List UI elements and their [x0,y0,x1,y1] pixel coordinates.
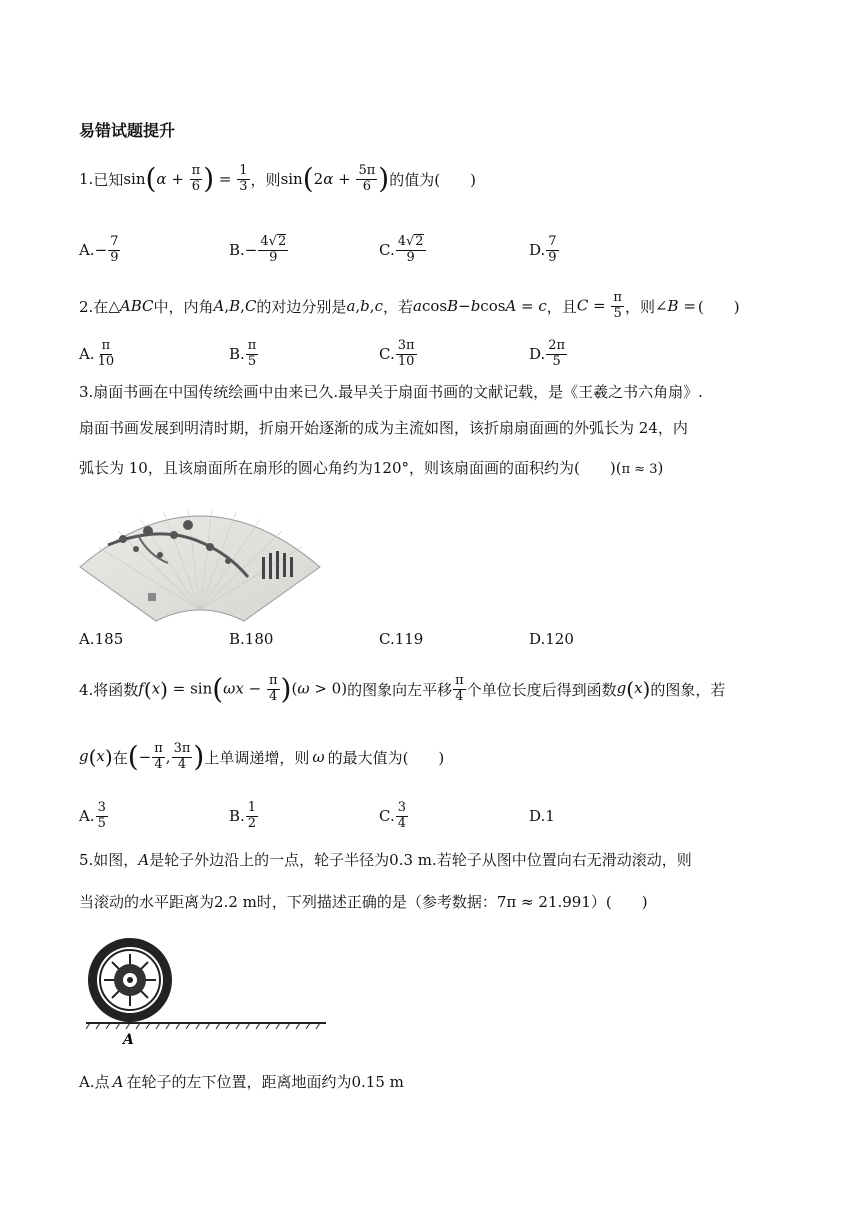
q4-line-1: 4.将函数 f(x) = sin(ωx − $\frac{\pi}{4}$ )(ω > 0) 的图象向左平移 $\frac{\pi}{4}$ 个单位长度后得到函数 g(x) 的图象，若 [79,672,726,705]
q1-option-c: C. $\frac{4√2}{9}$ [379,234,424,265]
q2-option-c: C. $\frac{3\pi}{10}$ [379,337,415,369]
q3-line-3: 弧长为 10，且该扇面所在扇形的圆心角约为120°，则该扇面画的面积约为( )(π ≈ 3) [79,459,664,477]
q1-then: ，则 [250,170,281,189]
q4-option-c: C. $\frac{3}{4}$ [379,799,406,831]
q1-ask: 的值为( ) [389,170,476,189]
question-1: 1. 已知 sin ( α + $\frac{\pi}{6}$ ) = $\frac{1}{3}$ ，则 sin ( 2 α + $\frac{5\pi}{6}$ ) 的值为( ) [79,162,476,195]
q4-option-d: D.1 [529,807,555,825]
q2-option-b: B. $\frac{\pi}{5}$ [229,337,257,369]
q5-line-2: 当滚动的水平距离为2.2 m时，下列描述正确的是（参考数据：7π ≈ 21.991）( ) [79,893,648,911]
q1-number: 1. [79,170,94,188]
q2-option-a: A. $\frac{\pi}{10}$ [79,337,115,369]
q3-line-2: 扇面书画发展到明清时期，折扇开始逐渐的成为主流如图，该折扇扇面画的外弧长为 24，内 [79,419,688,437]
q5-line-1: 5.如图，A是轮子外边沿上的一点，轮子半径为0.3 m.若轮子从图中位置向右无滑动滚动，则 [79,851,692,869]
q3-line-1: 3.扇面书画在中国传统绘画中由来已久.最早关于扇面书画的文献记载，是《王羲之书六角扇》. [79,383,703,401]
wheel-diagram [86,936,330,1046]
section-title: 易错试题提升 [79,121,176,140]
q3-option-a: A.185 [79,630,124,648]
q5-option-a: A.点 A 在轮子的左下位置，距离地面约为0.15 m [79,1073,404,1091]
q1-option-b: B. − $\frac{4√2}{9}$ [229,234,287,265]
q2-option-d: D. $\frac{2\pi}{5}$ [529,337,566,369]
q4-line-2: g(x) 在 ( − $\frac{\pi}{4}$ , $\frac{3\pi}{4}$ ) 上单调递增，则 ω 的最大值为( ) [79,740,445,773]
point-a-label: A [123,1032,134,1046]
q1-option-d: D. $\frac{7}{9}$ [529,233,557,265]
q4-option-b: B. $\frac{1}{2}$ [229,799,257,831]
q3-option-c: C.119 [379,630,424,648]
q1-option-a: A. − $\frac{7}{9}$ [79,233,119,265]
q3-option-b: B.180 [229,630,274,648]
q1-known: 已知 [93,170,124,189]
q3-option-d: D.120 [529,630,574,648]
question-2: 2.在 △ABC 中，内角 A , B , C 的对边分别是 a , b , c ，若 acosB−bcosA = c ，且 C = $\frac{\pi}{5}$ ，则 ∠B = ( ) [79,289,740,321]
fan-painting-image [78,505,322,623]
q4-option-a: A. $\frac{3}{5}$ [79,799,106,831]
